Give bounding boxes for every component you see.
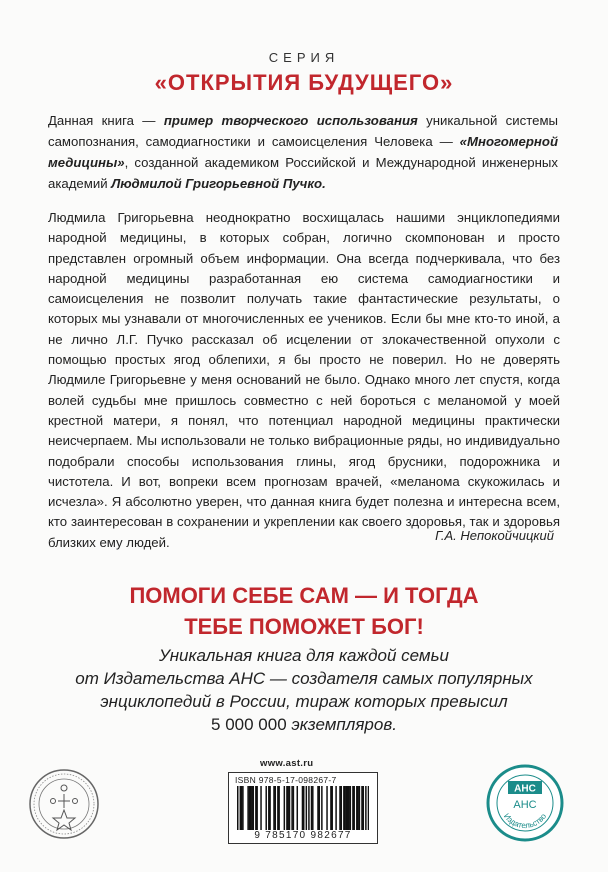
logo-arc-text: Издательство (501, 811, 549, 831)
barcode-bar (348, 786, 349, 830)
barcode-bar (256, 786, 257, 830)
barcode-bar (253, 786, 254, 830)
barcode-bar (339, 786, 340, 830)
ans-publisher-logo-icon (486, 764, 564, 842)
intro-text-1: Данная книга — (48, 113, 164, 128)
barcode-bar (273, 786, 274, 830)
barcode-bar (269, 786, 270, 830)
barcode-bar (352, 786, 353, 830)
barcode-bar (312, 786, 313, 830)
barcode-box (228, 772, 378, 844)
promo-line-2: от Издательства АНС — создателя самых популярных (75, 669, 533, 688)
barcode-bar (242, 786, 243, 830)
barcode-bar (260, 786, 261, 830)
barcode-bar (361, 786, 362, 830)
intro-text-3: , созданной академиком Российской и Международной инженерных академий (48, 155, 558, 191)
barcode-bar (363, 786, 364, 830)
barcode-bar (368, 786, 369, 830)
barcode-digits: 9 785170 982677 (254, 830, 352, 841)
promo-text (0, 644, 608, 736)
barcode-bar (240, 786, 241, 830)
barcode-bar (306, 786, 307, 830)
barcode-bar (350, 786, 351, 830)
promo-line-4 (0, 713, 608, 736)
barcode-bar (317, 786, 318, 830)
barcode-bar (289, 786, 290, 830)
barcode-bar (357, 786, 358, 830)
barcode-bar (335, 786, 336, 830)
isbn-label: ISBN 978-5-17-098267-7 (235, 775, 337, 785)
barcode-bar (344, 786, 345, 830)
barcode-bar (250, 786, 251, 830)
barcode-icon (237, 786, 369, 830)
slogan-line-1: ПОМОГИ СЕБЕ САМ — И ТОГДА (129, 583, 479, 608)
promo-line-3: энциклопедий в России, тираж которых превысил (100, 692, 508, 711)
slogan (0, 580, 608, 642)
barcode-bar (346, 786, 347, 830)
barcode-bar (275, 786, 276, 830)
barcode-bar (319, 786, 320, 830)
barcode-bar (343, 786, 344, 830)
barcode-bar (287, 786, 288, 830)
barcode-bar (268, 786, 269, 830)
barcode-bar (347, 786, 348, 830)
signature: Г.А. Непокойчицкий (435, 528, 554, 543)
barcode-bar (341, 786, 342, 830)
barcode-bar (278, 786, 279, 830)
promo-tail: экземпляров. (286, 715, 397, 734)
series-label: СЕРИЯ (268, 50, 340, 65)
intro-emphasis-2: «Многомерной медицины» (48, 134, 558, 170)
barcode-bar (277, 786, 278, 830)
print-run-number: 5 000 000 (211, 715, 287, 734)
logo-text: АНС (513, 799, 537, 811)
intro-paragraph (48, 110, 558, 194)
logo-abbr: АНС (514, 783, 536, 795)
barcode-bar (356, 786, 357, 830)
seal-emblem-icon (28, 768, 100, 840)
barcode-bar (321, 786, 322, 830)
barcode-bar (297, 786, 298, 830)
body-paragraph: Людмила Григорьевна неоднократно восхищалась нашими энциклопедиями народной медицины, в которых собран, логично скомпонован и просто представлен огромный объем информации. Она всегда подчеркивала, что без народной медицины разработанная ею система самодиагностики и самоисцеления не позволит получать такие фантастические результаты, о которых мы узнавали от многочисленных ее учеников. Если бы мне кто-то иной, а не лично Л.Г. Пучко рассказал об исцелении от злокачественной опухоли с помощью простых ягод облепихи, я бы просто не поверил. Но не доверять Людмиле Григорьевне у меня оснований не было. Однако много лет спустя, когда волей судьбы мне пришлось совместно с ней бороться с меланомой у моей крестной матери, я понял, что потенциал народной медицины практически неисчерпаем. Мы использовали не только вибрационные ряды, но индивидуально подобрали способы использования глины, ягод брусники, подорожника и чистотела. И вот, вопреки всем прогнозам врачей, «меланома скукожилась и исчезла». Я абсолютно уверен, что данная книга будет полезна и интересна всем, кто заинтересован в сохранении и укреплении как своего здоровья, так и здоровья близких ему людей. (48, 210, 560, 550)
body-text (48, 208, 560, 553)
series-title: «ОТКРЫТИЯ БУДУЩЕГО» (154, 70, 454, 95)
barcode-bar (359, 786, 360, 830)
intro-author-name: Людмилой Григорьевной Пучко. (111, 176, 326, 191)
barcode-bar (286, 786, 287, 830)
barcode-bar (237, 786, 238, 830)
promo-line-1: Уникальная книга для каждой семьи (159, 646, 449, 665)
intro-text-2: уникальной системы самопознания, самодиагностики и самоисцеления Человека — (48, 113, 558, 149)
barcode-bar (326, 786, 327, 830)
barcode-bar (311, 786, 312, 830)
barcode-bar (365, 786, 366, 830)
barcode-bar (330, 786, 331, 830)
barcode-bar (247, 786, 248, 830)
barcode-bar (291, 786, 292, 830)
barcode-bar (293, 786, 294, 830)
barcode-bar (255, 786, 256, 830)
barcode-bar (353, 786, 354, 830)
barcode-bar (303, 786, 304, 830)
website: www.ast.ru (260, 758, 314, 769)
barcode-bar (241, 786, 242, 830)
barcode-bar (284, 786, 285, 830)
barcode-bar (308, 786, 309, 830)
barcode-bar (302, 786, 303, 830)
slogan-line-2: ТЕБЕ ПОМОЖЕТ БОГ! (184, 614, 424, 639)
barcode-bar (249, 786, 250, 830)
barcode-bar (265, 786, 266, 830)
intro-emphasis-1: пример творческого использования (163, 113, 418, 128)
barcode-bar (331, 786, 332, 830)
barcode-bar (251, 786, 252, 830)
